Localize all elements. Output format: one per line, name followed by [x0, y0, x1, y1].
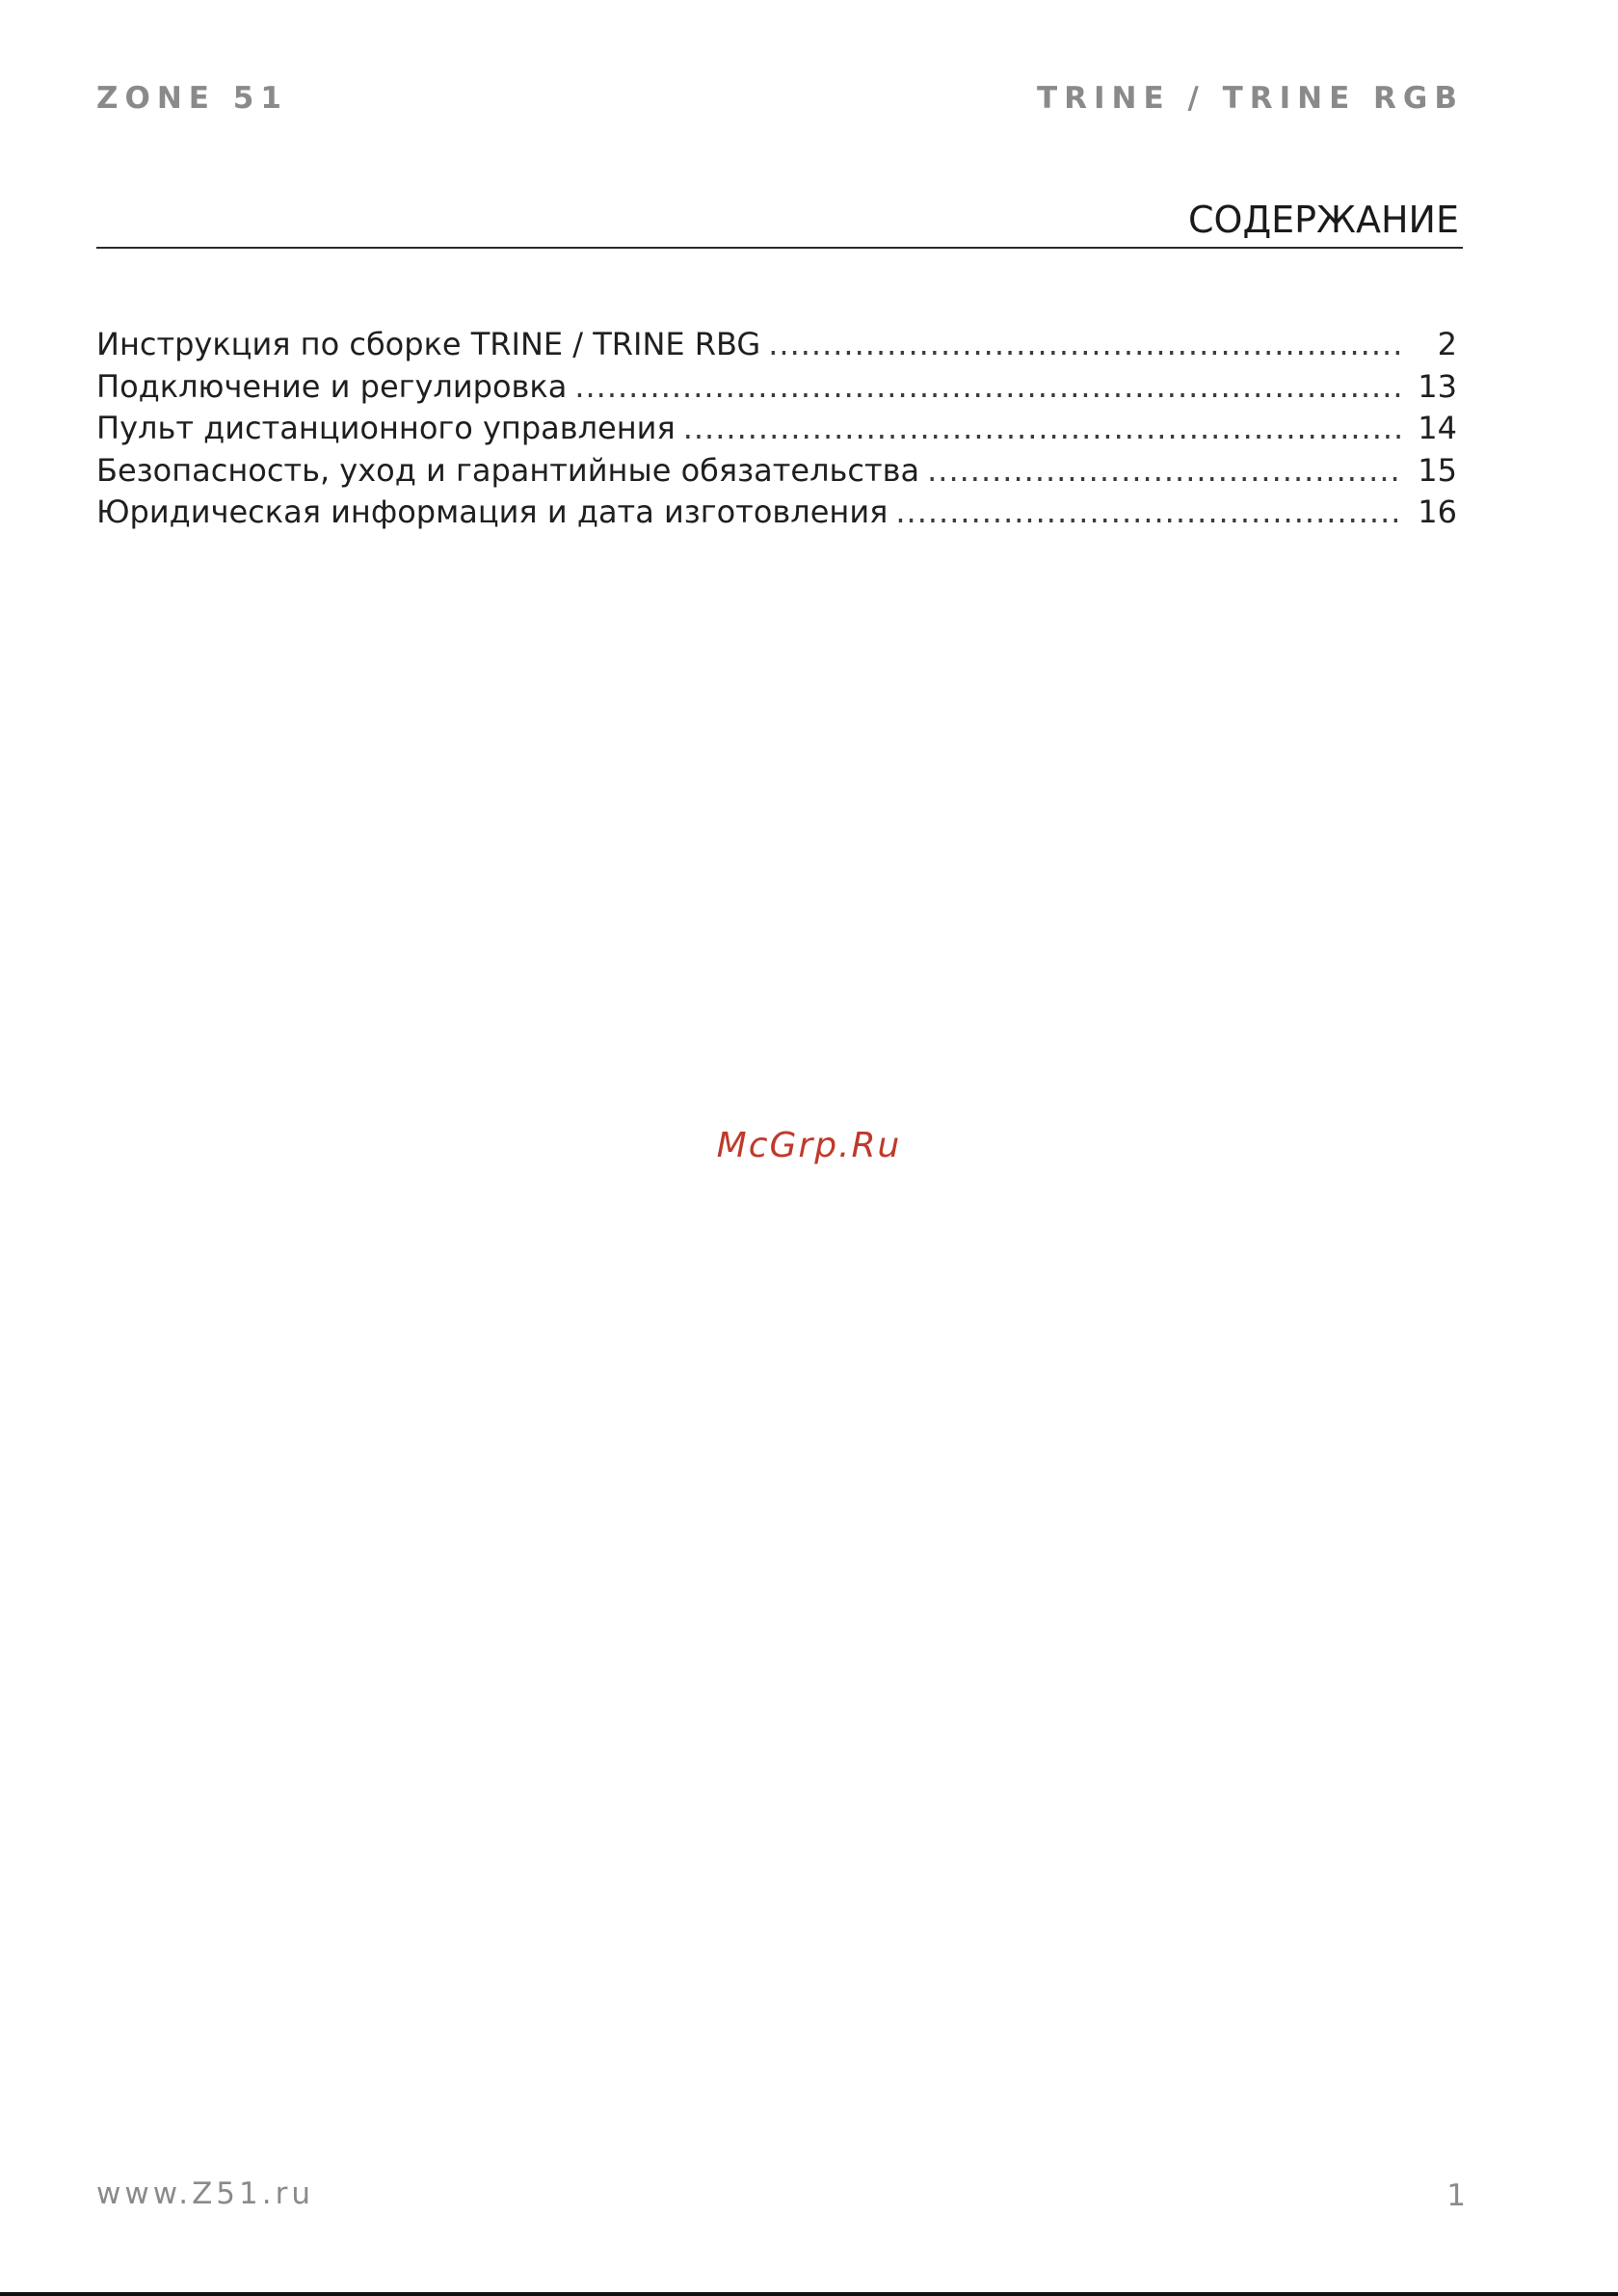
title-divider [96, 247, 1463, 249]
dot-leader [927, 452, 1403, 489]
website-link[interactable]: www.Z51.ru [96, 2176, 314, 2211]
toc-item[interactable] [96, 368, 1457, 411]
dot-leader [683, 410, 1403, 446]
page-title: СОДЕРЖАНИЕ [1188, 199, 1459, 241]
bottom-border [0, 2292, 1618, 2296]
product-name: TRINE / TRINE RGB [1037, 81, 1464, 116]
table-of-contents [96, 326, 1457, 536]
toc-item-page: 13 [1418, 367, 1457, 405]
toc-item[interactable] [96, 410, 1457, 452]
watermark: McGrp.Ru [716, 1126, 902, 1165]
toc-item[interactable] [96, 494, 1457, 536]
dot-leader [895, 494, 1403, 530]
toc-item-label: Юридическая информация и дата изготовления [96, 494, 889, 530]
dot-leader [768, 326, 1403, 362]
page-number: 1 [1446, 2178, 1466, 2213]
toc-item[interactable] [96, 326, 1457, 368]
toc-item-label: Пульт дистанционного управления [96, 410, 676, 446]
toc-item-page: 16 [1418, 494, 1457, 530]
toc-item-label: Подключение и регулировка [96, 367, 568, 405]
dot-leader [574, 368, 1403, 405]
toc-item[interactable] [96, 452, 1457, 494]
toc-item-page: 2 [1437, 326, 1457, 362]
toc-item-label: Безопасность, уход и гарантийные обязательства [96, 451, 920, 489]
brand-logo: ZONE 51 [96, 81, 288, 116]
toc-item-page: 14 [1418, 410, 1457, 446]
toc-item-page: 15 [1418, 451, 1457, 489]
toc-item-label: Инструкция по сборке TRINE / TRINE RBG [96, 326, 761, 362]
